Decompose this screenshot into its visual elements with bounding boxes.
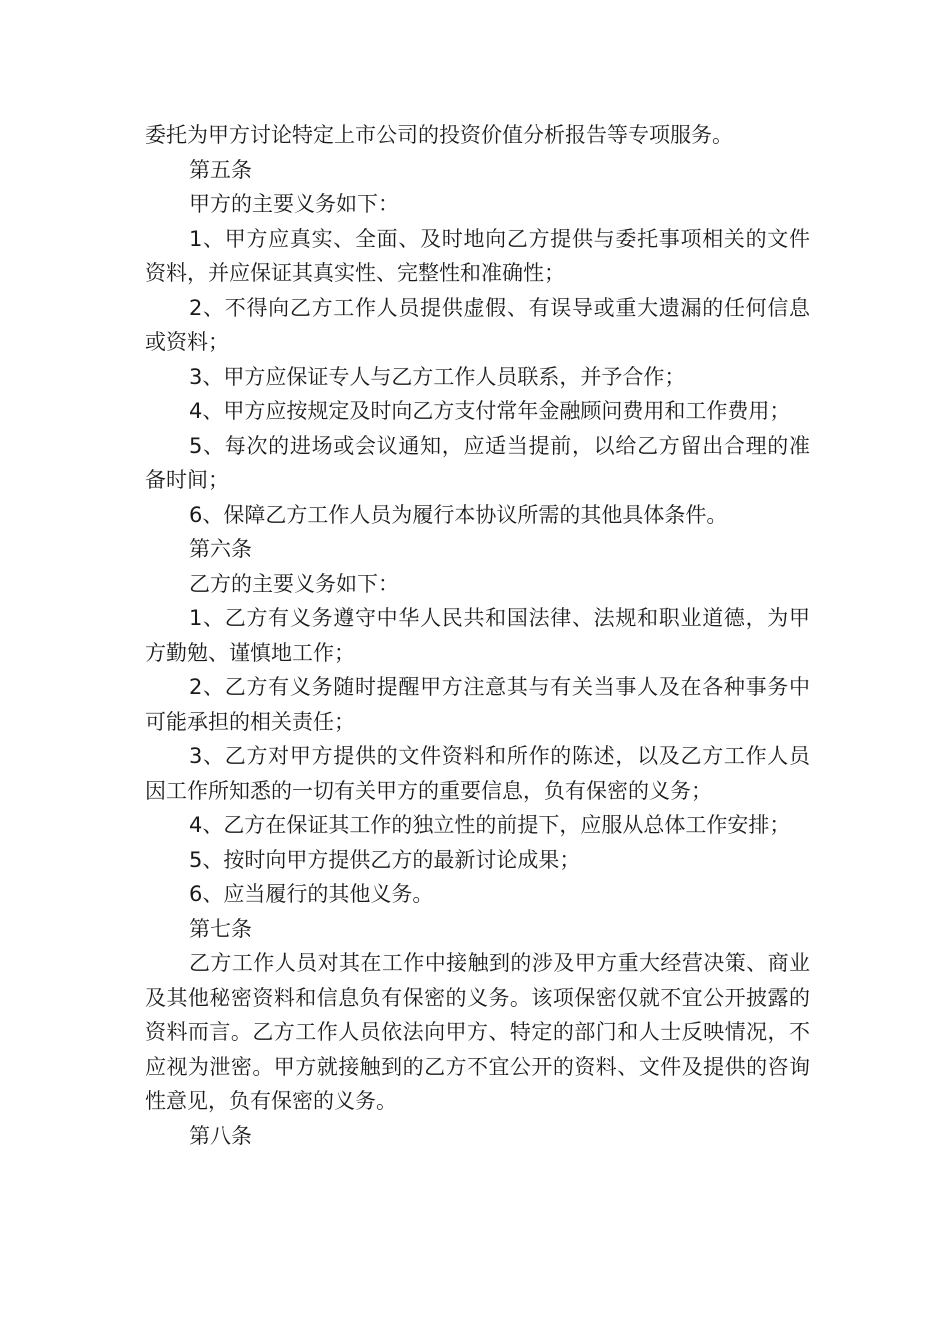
article-heading-8: 第八条 bbox=[189, 1123, 252, 1148]
article-heading-6: 第六条 bbox=[189, 537, 252, 561]
party-a-obligation-1: 1、甲方应真实、全面、及时地向乙方提供与委托事项相关的文件资料，并应保证其真实性、完整性和准确性； bbox=[145, 226, 810, 285]
party-b-obligation-5: 5、按时向甲方提供乙方的最新讨论成果； bbox=[189, 847, 581, 872]
party-b-obligation-1: 1、乙方有义务遵守中华人民共和国法律、法规和职业道德，为甲方勤勉、谨慎地工作； bbox=[145, 606, 810, 665]
article-heading-5: 第五条 bbox=[189, 157, 252, 182]
party-b-obligation-2: 2、乙方有义务随时提醒甲方注意其与有关当事人及在各种事务中可能承担的相关责任； bbox=[145, 675, 810, 734]
document-body bbox=[145, 118, 810, 1153]
party-b-obligation-6: 6、应当履行的其他义务。 bbox=[189, 882, 434, 906]
paragraph-continuation: 委托为甲方讨论特定上市公司的投资价值分析报告等专项服务。 bbox=[145, 123, 733, 147]
party-a-obligation-2: 2、不得向乙方工作人员提供虚假、有误导或重大遗漏的任何信息或资料； bbox=[145, 295, 810, 354]
confidentiality-clause: 乙方工作人员对其在工作中接触到的涉及甲方重大经营决策、商业及其他秘密资料和信息负有保密的义务。该项保密仅就不宜公开披露的资料而言。乙方工作人员依法向甲方、特定的部门和人士反映情况，不应视为泄密。甲方就接触到的乙方不宜公开的资料、文件及提供的咨询性意见，负有保密的义务。 bbox=[145, 951, 810, 1113]
party-a-obligation-6: 6、保障乙方工作人员为履行本协议所需的其他具体条件。 bbox=[189, 502, 728, 527]
party-a-obligation-4: 4、甲方应按规定及时向乙方支付常年金融顾问费用和工作费用； bbox=[189, 399, 791, 423]
party-a-obligations-intro: 甲方的主要义务如下： bbox=[189, 192, 399, 216]
party-b-obligations-intro: 乙方的主要义务如下： bbox=[189, 571, 399, 596]
article-heading-7: 第七条 bbox=[189, 916, 252, 941]
party-b-obligation-3: 3、乙方对甲方提供的文件资料和所作的陈述，以及乙方工作人员因工作所知悉的一切有关甲方的重要信息，负有保密的义务； bbox=[145, 744, 810, 803]
party-a-obligation-5: 5、每次的进场或会议通知，应适当提前，以给乙方留出合理的准备时间； bbox=[145, 433, 810, 492]
party-b-obligation-4: 4、乙方在保证其工作的独立性的前提下，应服从总体工作安排； bbox=[189, 813, 791, 837]
party-a-obligation-3: 3、甲方应保证专人与乙方工作人员联系，并予合作； bbox=[189, 364, 686, 389]
